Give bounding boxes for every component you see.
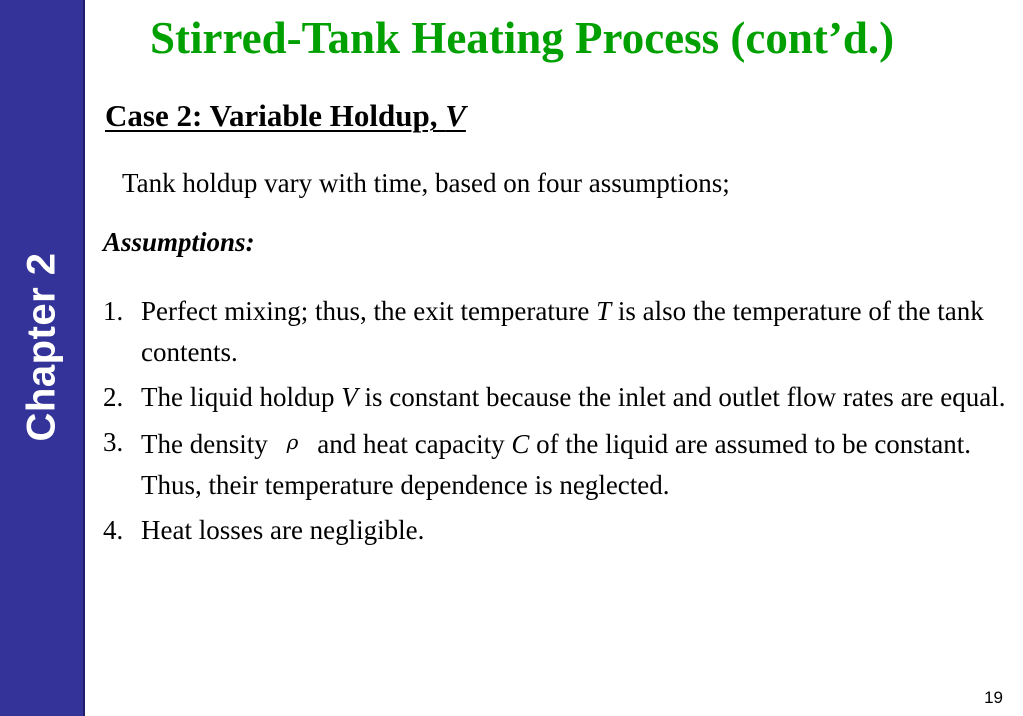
list-item-3: [103, 422, 1008, 506]
item-variable: V: [341, 382, 358, 412]
page-number: 19: [984, 688, 1003, 707]
case-heading-variable: V: [445, 98, 466, 133]
list-item-1: [103, 291, 1008, 373]
list-number: 4.: [103, 515, 124, 545]
rho-symbol: ρ: [286, 430, 299, 454]
item-variable: C: [511, 429, 530, 459]
item-text: The liquid holdup: [141, 382, 342, 412]
item-text: Heat losses are negligible.: [141, 515, 425, 545]
case-heading: [105, 96, 466, 136]
slide-title: Stirred-Tank Heating Process (cont’d.): [150, 13, 895, 63]
list-item-2: [103, 377, 1008, 418]
assumptions-list: [103, 291, 1008, 555]
item-text: Perfect mixing; thus, the exit temperature: [141, 296, 597, 326]
item-text: is constant because the inlet and outlet flow rates are equal.: [357, 382, 1006, 412]
list-number: 3.: [103, 427, 124, 457]
item-variable: T: [596, 296, 612, 326]
list-number: 2.: [103, 382, 124, 412]
case-heading-text: Case 2: Variable Holdup,: [105, 98, 446, 133]
item-text: is also the temperature of the tank contents.: [141, 296, 984, 367]
chapter-label: Chapter 2: [19, 252, 64, 442]
list-item-4: [103, 510, 1008, 551]
assumptions-heading: Assumptions:: [103, 227, 255, 257]
item-text: of the liquid are assumed to be constant. Thus, their temperature dependence is neglected.: [141, 429, 972, 500]
item-text: The density: [141, 429, 275, 459]
list-number: 1.: [103, 296, 124, 326]
chapter-sidebar: [0, 0, 85, 716]
intro-text: Tank holdup vary with time, based on four assumptions;: [122, 168, 730, 198]
item-text: and heat capacity: [310, 429, 512, 459]
